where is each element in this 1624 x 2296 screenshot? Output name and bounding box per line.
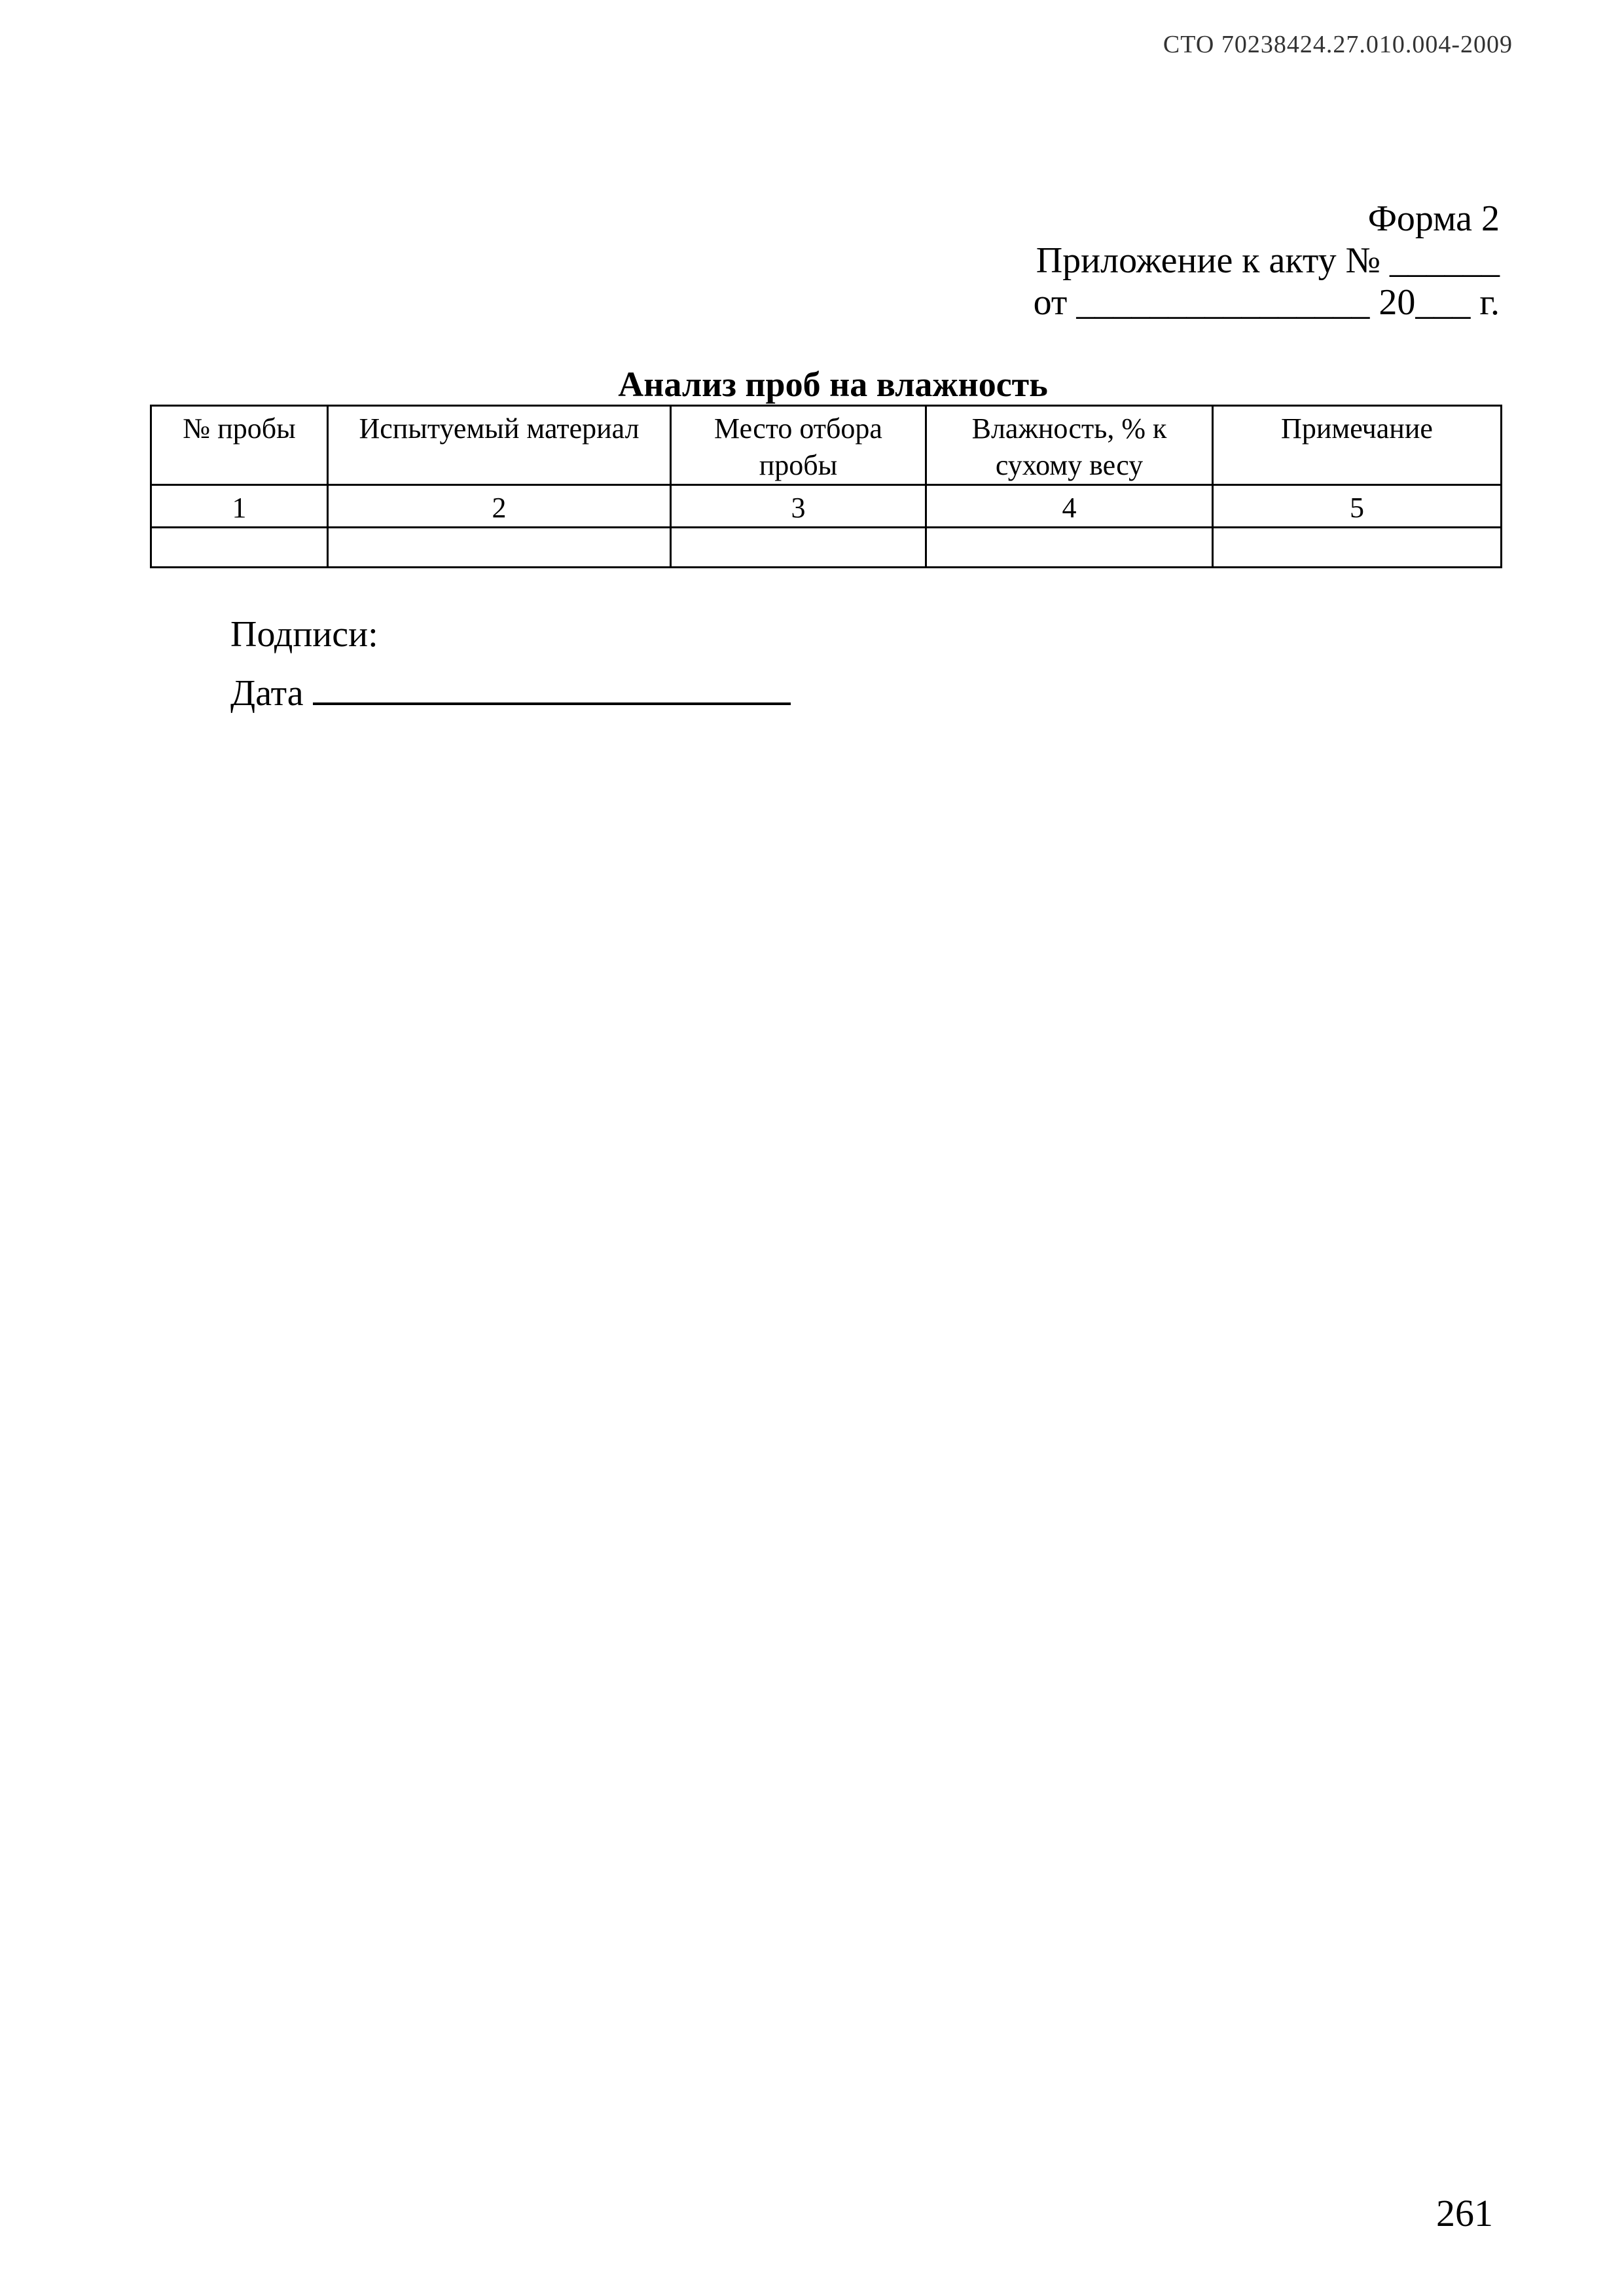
empty-cell[interactable]	[671, 528, 926, 568]
empty-cell[interactable]	[926, 528, 1213, 568]
date-row	[230, 664, 791, 723]
signatures-block	[230, 605, 791, 723]
column-number-row	[151, 485, 1502, 528]
date-line-header: от ________________ 20___ г.	[1033, 282, 1500, 323]
empty-cell[interactable]	[151, 528, 328, 568]
moisture-analysis-table	[150, 405, 1502, 568]
signatures-label: Подписи:	[230, 614, 378, 655]
column-number: 1	[151, 485, 328, 528]
header-sampling-place: Место отбора пробы	[671, 406, 926, 485]
page-number: 261	[1436, 2192, 1493, 2234]
column-number: 3	[671, 485, 926, 528]
document-code: СТО 70238424.27.010.004-2009	[1163, 31, 1513, 58]
empty-cell[interactable]	[328, 528, 671, 568]
table-title: Анализ проб на влажность	[618, 365, 1048, 404]
column-number: 2	[328, 485, 671, 528]
appendix-line: Приложение к акту № ______	[1036, 240, 1500, 281]
column-number: 4	[926, 485, 1213, 528]
empty-data-row	[151, 528, 1502, 568]
form-label: Форма 2	[1367, 198, 1500, 239]
header-material: Испытуемый материал	[328, 406, 671, 485]
header-moisture: Влажность, % к сухому весу	[926, 406, 1213, 485]
empty-cell[interactable]	[1213, 528, 1502, 568]
date-blank-line[interactable]	[313, 672, 791, 705]
header-sample-number: № пробы	[151, 406, 328, 485]
header-note: Примечание	[1213, 406, 1502, 485]
table-header-row	[151, 406, 1502, 485]
column-number: 5	[1213, 485, 1502, 528]
form-info	[1034, 198, 1500, 323]
date-label: Дата	[230, 673, 304, 714]
